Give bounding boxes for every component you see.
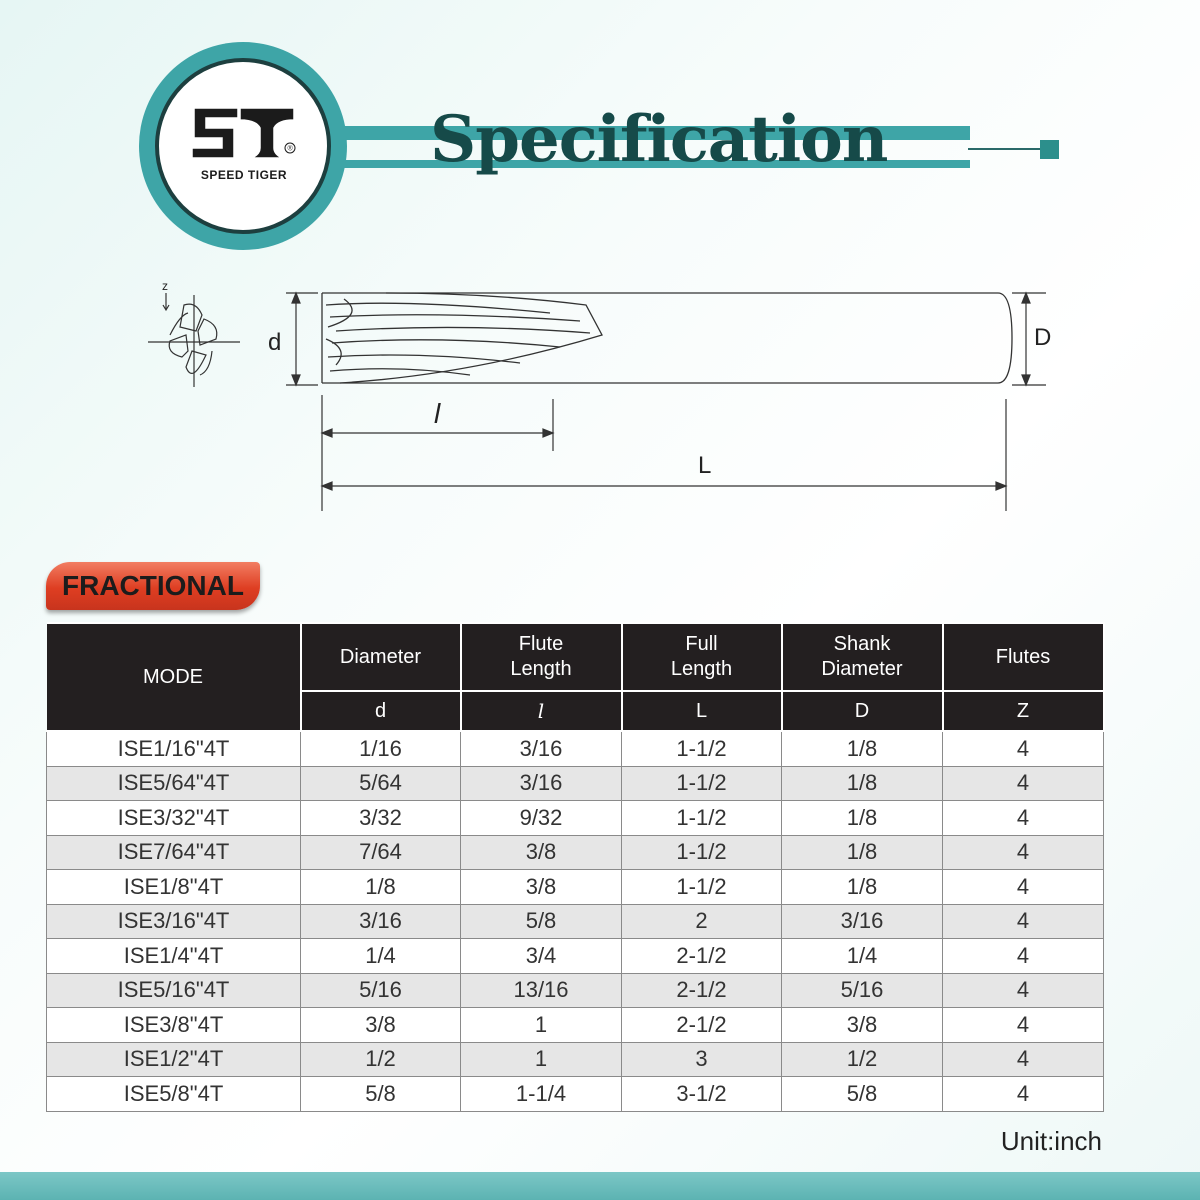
cell-flutes: 4 (943, 835, 1104, 870)
dimension-L (322, 399, 1006, 511)
label-D-upper: D (1034, 324, 1052, 351)
cell-mode: ISE3/32"4T (47, 801, 301, 836)
header-diameter: Diameter (301, 623, 461, 691)
cell-shank-diameter: 5/16 (782, 973, 943, 1008)
label-l: l (434, 398, 441, 429)
symbol-flutes: Z (943, 691, 1104, 731)
cell-flute-length: 3/16 (461, 731, 622, 766)
cell-diameter: 1/16 (301, 731, 461, 766)
table-row (47, 1008, 1104, 1043)
table-row (47, 973, 1104, 1008)
end-mill-diagram (140, 275, 1060, 520)
cell-flute-length: 3/8 (461, 835, 622, 870)
symbol-diameter: d (301, 691, 461, 731)
cell-flutes: 4 (943, 870, 1104, 905)
cutter-body (322, 293, 1012, 383)
cell-diameter: 1/4 (301, 939, 461, 974)
header-flute-length-line1: Flute (518, 633, 564, 655)
cell-mode: ISE5/8"4T (47, 1077, 301, 1112)
cell-flute-length: 5/8 (461, 904, 622, 939)
speed-tiger-logo-icon (190, 102, 300, 164)
header-shank-diameter (782, 623, 943, 691)
cell-flutes: 4 (943, 731, 1104, 766)
cell-full-length: 3 (622, 1042, 782, 1077)
cell-shank-diameter: 1/8 (782, 766, 943, 801)
cell-flute-length: 1-1/4 (461, 1077, 622, 1112)
cell-shank-diameter: 1/8 (782, 835, 943, 870)
cell-flute-length: 3/8 (461, 870, 622, 905)
cell-full-length: 2-1/2 (622, 1008, 782, 1043)
spec-table (46, 622, 1105, 1112)
cell-mode: ISE7/64"4T (47, 835, 301, 870)
cell-diameter: 7/64 (301, 835, 461, 870)
header-accent-line (968, 148, 1048, 150)
table-row (47, 1077, 1104, 1112)
cell-mode: ISE1/16"4T (47, 731, 301, 766)
fractional-label: FRACTIONAL (62, 570, 244, 601)
cell-flutes: 4 (943, 766, 1104, 801)
cell-full-length: 2 (622, 904, 782, 939)
cell-flutes: 4 (943, 939, 1104, 974)
cell-flute-length: 13/16 (461, 973, 622, 1008)
header-full-length-line2: Length (670, 658, 733, 680)
cell-mode: ISE5/64"4T (47, 766, 301, 801)
table-row (47, 801, 1104, 836)
cell-diameter: 3/8 (301, 1008, 461, 1043)
header-flute-length (461, 623, 622, 691)
cell-full-length: 1-1/2 (622, 766, 782, 801)
header-flute-length-line2: Length (510, 658, 572, 680)
table-row (47, 731, 1104, 766)
cell-flute-length: 9/32 (461, 801, 622, 836)
cell-flutes: 4 (943, 1077, 1104, 1112)
header-shank-diameter-line2: Diameter (821, 658, 903, 680)
cell-full-length: 1-1/2 (622, 731, 782, 766)
cell-flutes: 4 (943, 904, 1104, 939)
cell-flute-length: 1 (461, 1042, 622, 1077)
table-row (47, 1042, 1104, 1077)
cell-full-length: 2-1/2 (622, 939, 782, 974)
cell-flutes: 4 (943, 801, 1104, 836)
cell-shank-diameter: 3/16 (782, 904, 943, 939)
cell-full-length: 1-1/2 (622, 801, 782, 836)
table-row (47, 766, 1104, 801)
cell-shank-diameter: 1/8 (782, 731, 943, 766)
cell-diameter: 3/32 (301, 801, 461, 836)
header-mode: MODE (47, 623, 301, 731)
end-view-icon (148, 293, 240, 387)
table-row (47, 904, 1104, 939)
cell-mode: ISE1/8"4T (47, 870, 301, 905)
header-full-length (622, 623, 782, 691)
table-row (47, 835, 1104, 870)
cell-shank-diameter: 3/8 (782, 1008, 943, 1043)
symbol-shank-diameter: D (782, 691, 943, 731)
registered-mark: ® (287, 145, 293, 153)
header-accent-square (1040, 140, 1059, 159)
cell-diameter: 3/16 (301, 904, 461, 939)
cell-diameter: 1/2 (301, 1042, 461, 1077)
header-full-length-line1: Full (685, 633, 718, 655)
cell-full-length: 1-1/2 (622, 870, 782, 905)
cell-diameter: 5/64 (301, 766, 461, 801)
cell-mode: ISE3/16"4T (47, 904, 301, 939)
cell-flute-length: 3/4 (461, 939, 622, 974)
cell-shank-diameter: 1/8 (782, 870, 943, 905)
cell-shank-diameter: 1/2 (782, 1042, 943, 1077)
unit-label: Unit:inch (1000, 1126, 1102, 1156)
cell-full-length: 2-1/2 (622, 973, 782, 1008)
header-shank-diameter-line1: Shank (833, 633, 891, 655)
cell-shank-diameter: 1/4 (782, 939, 943, 974)
cell-mode: ISE5/16"4T (47, 973, 301, 1008)
cell-mode: ISE1/2"4T (47, 1042, 301, 1077)
cell-shank-diameter: 5/8 (782, 1077, 943, 1112)
label-L: L (698, 452, 712, 479)
cell-flutes: 4 (943, 973, 1104, 1008)
cell-flute-length: 3/16 (461, 766, 622, 801)
footer-bar (0, 1172, 1200, 1200)
symbol-flute-length: l (461, 691, 622, 731)
dimension-d (286, 293, 318, 385)
label-z: z (162, 279, 168, 293)
cell-flute-length: 1 (461, 1008, 622, 1043)
header-flutes: Flutes (943, 623, 1104, 691)
cell-full-length: 1-1/2 (622, 835, 782, 870)
cell-flutes: 4 (943, 1008, 1104, 1043)
cell-shank-diameter: 1/8 (782, 801, 943, 836)
cell-mode: ISE1/4"4T (47, 939, 301, 974)
label-d: d (268, 329, 282, 356)
spec-table-body (47, 731, 1104, 1111)
cell-diameter: 1/8 (301, 870, 461, 905)
symbol-full-length: L (622, 691, 782, 731)
table-row (47, 939, 1104, 974)
table-row (47, 870, 1104, 905)
cell-diameter: 5/8 (301, 1077, 461, 1112)
cell-diameter: 5/16 (301, 973, 461, 1008)
cell-mode: ISE3/8"4T (47, 1008, 301, 1043)
cell-full-length: 3-1/2 (622, 1077, 782, 1112)
cell-flutes: 4 (943, 1042, 1104, 1077)
page-title: Specification (430, 102, 888, 177)
brand-name: SPEED TIGER (200, 168, 288, 182)
